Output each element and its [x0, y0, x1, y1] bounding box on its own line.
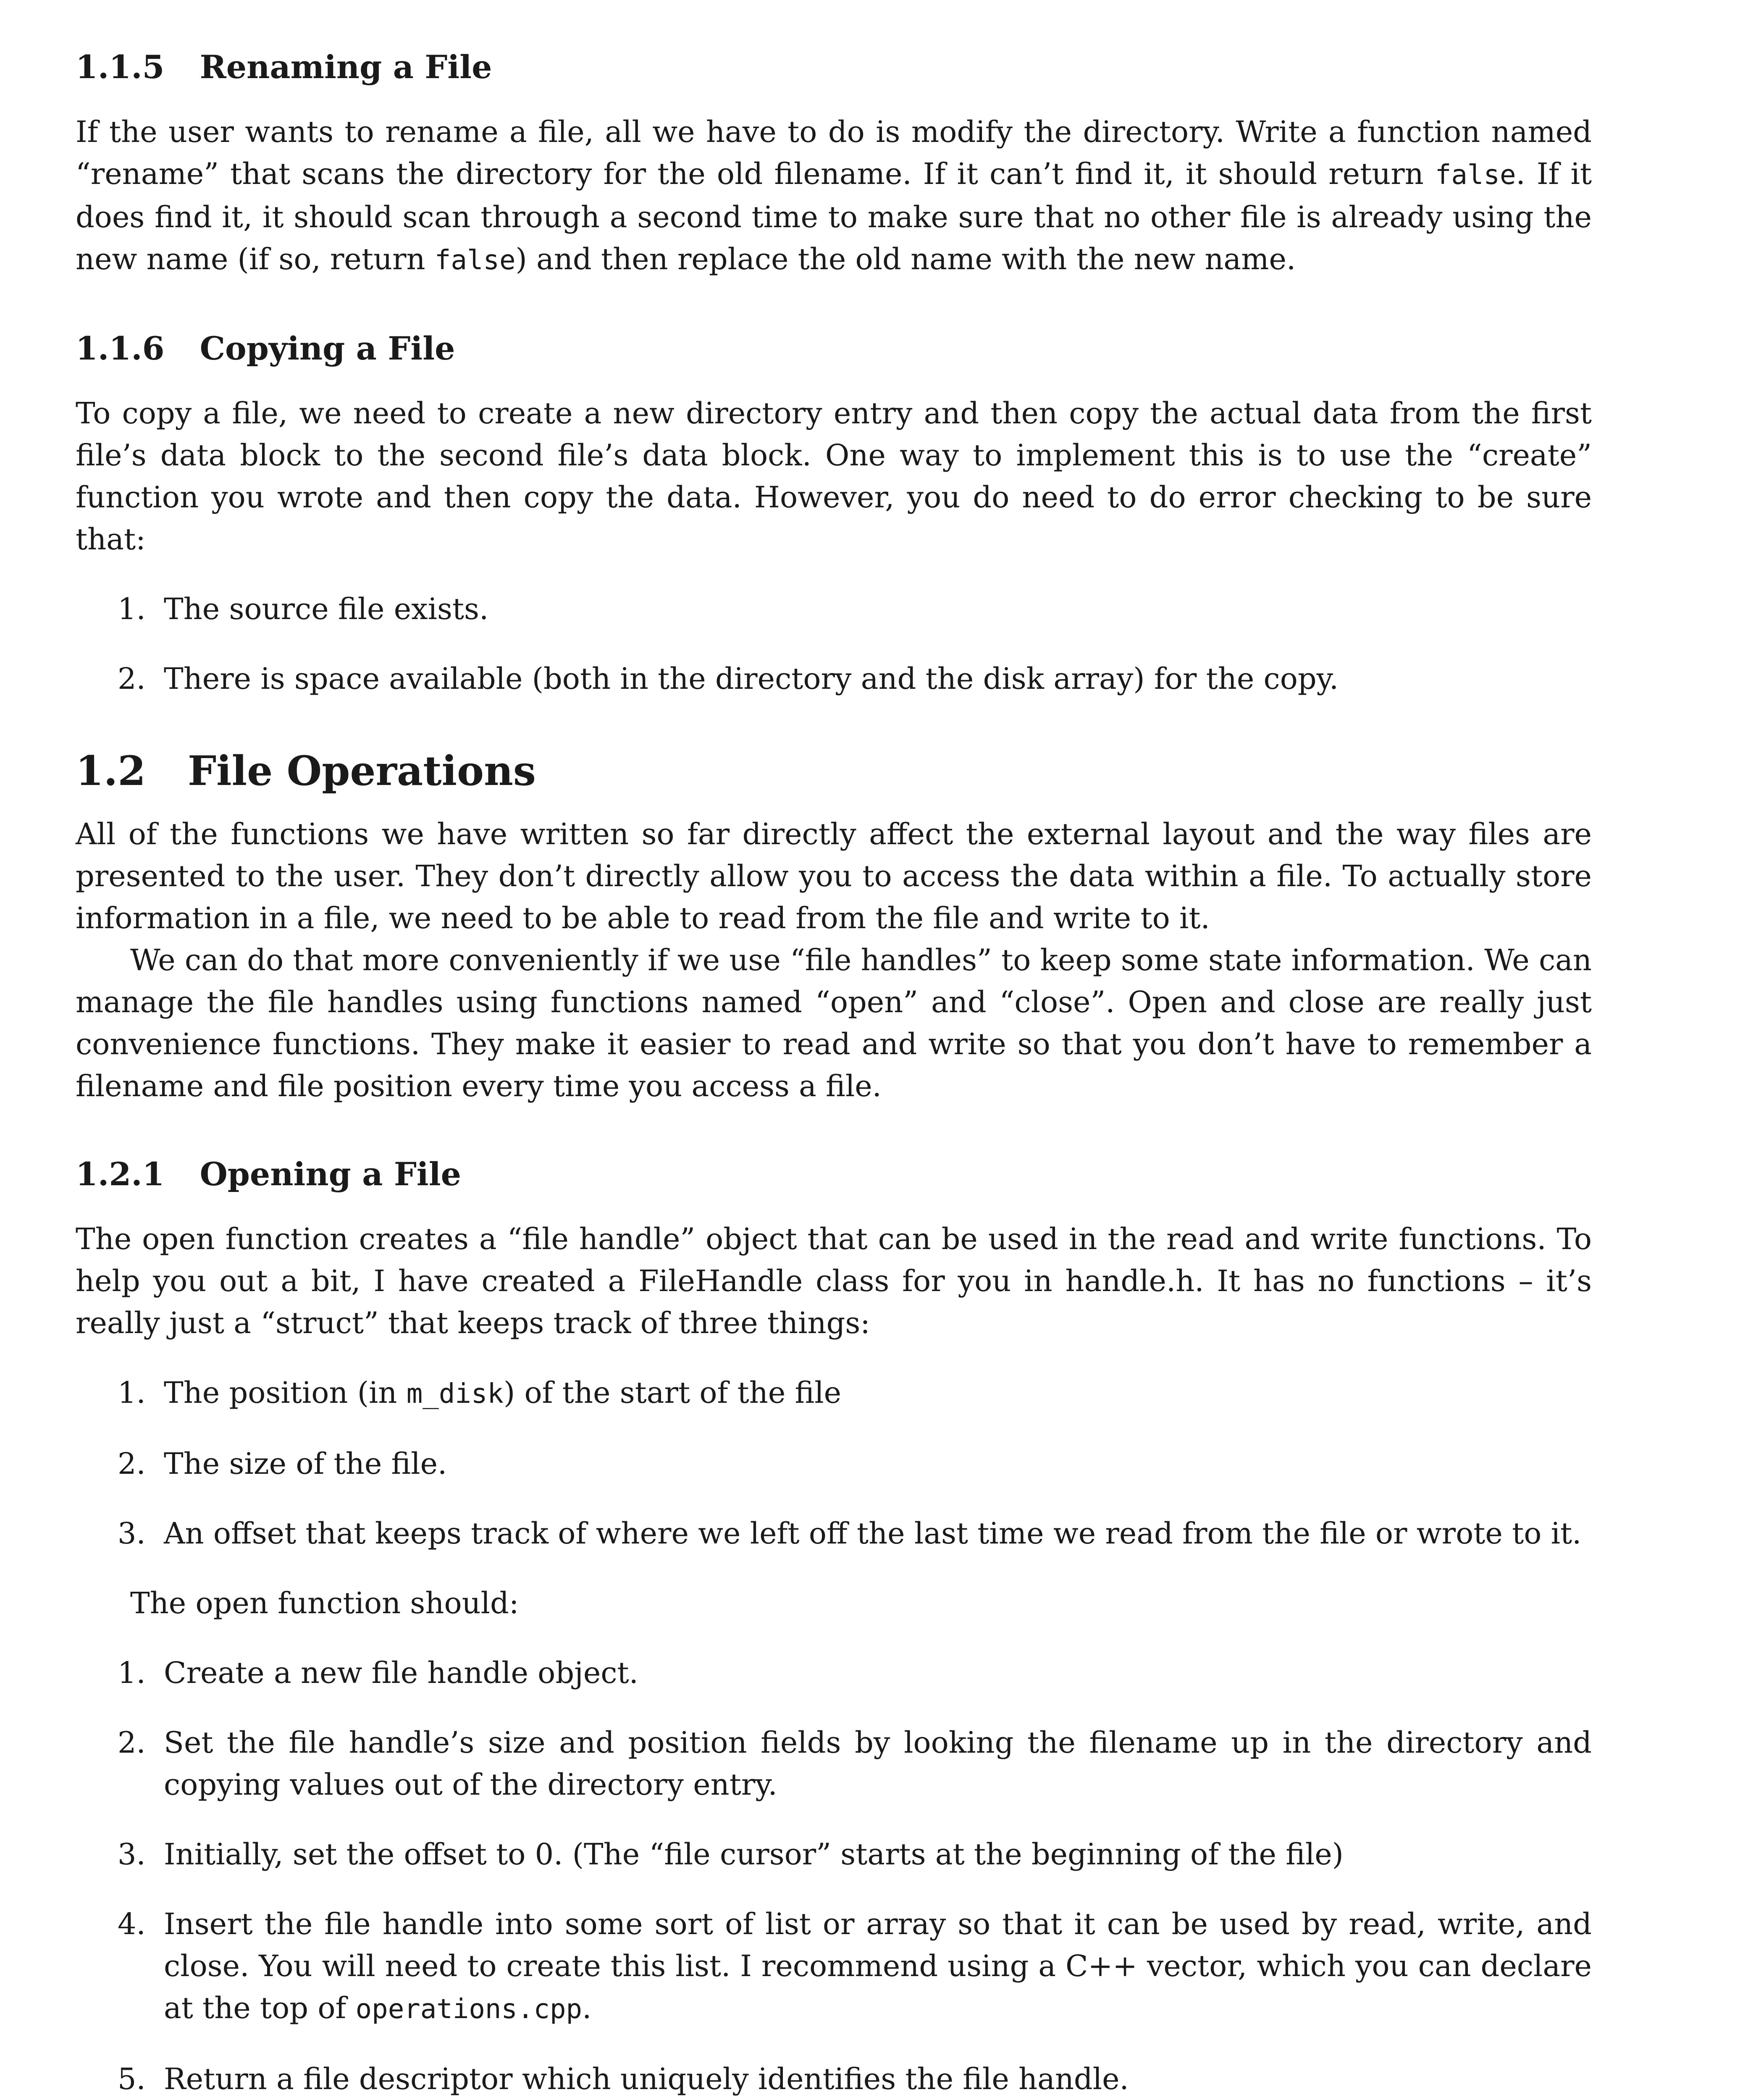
inline-code: m_disk	[406, 1378, 504, 1410]
section-number: 1.1.6	[76, 330, 165, 367]
section-heading-1-1-6	[76, 328, 1592, 370]
list-item	[76, 1833, 1592, 1875]
section-title: Renaming a File	[199, 48, 492, 86]
list-number: 2.	[118, 1725, 146, 1760]
list-item	[76, 2058, 1592, 2100]
section-heading-1-2-1	[76, 1153, 1592, 1195]
list-text: ) of the start of the file	[503, 1376, 842, 1410]
list-item	[76, 1652, 1592, 1694]
list-number: 2.	[118, 1446, 146, 1481]
list-text: There is space available (both in the directory and the disk array) for the copy.	[164, 662, 1339, 696]
section-title: Opening a File	[199, 1155, 461, 1193]
list-text: The source file exists.	[164, 592, 489, 626]
list-number: 1.	[118, 592, 146, 626]
paragraph: The open function should:	[130, 1586, 519, 1620]
section-number: 1.1.5	[76, 48, 165, 86]
list-item	[76, 1722, 1592, 1806]
text: . If it does find it, it should scan through a second time to make sure that no other file is already using the new name (if so, return	[76, 157, 1592, 276]
list-text: The position (in	[164, 1376, 407, 1410]
list-text: Insert the file handle into some sort of list or array so that it can be used by read, write, and close. You will need to create this list. I recommend using a C++ vector, which you can declare at the top of	[164, 1907, 1592, 2025]
section-heading-1-2	[76, 746, 1592, 796]
list-text: An offset that keeps track of where we left off the last time we read from the file or wrote to it.	[164, 1516, 1582, 1551]
paragraph: To copy a file, we need to create a new directory entry and then copy the actual data from the first file’s data block to the second file’s data block. One way to implement this is to use the “create” function you wrote and then copy the data. However, you do need to do error checking to be sure that:	[76, 396, 1592, 556]
text: ) and then replace the old name with the new name.	[515, 242, 1296, 276]
list-number: 5.	[118, 2062, 146, 2096]
list-number: 4.	[118, 1907, 146, 1941]
text: If the user wants to rename a file, all we have to do is modify the directory. Write a function named “rename” that scans the directory for the old filename. If it can’t find it, it should return	[76, 115, 1592, 191]
list-text: Initially, set the offset to 0. (The “file cursor” starts at the beginning of the file)	[164, 1837, 1344, 1872]
list-number: 3.	[118, 1837, 146, 1872]
list-text: The size of the file.	[164, 1446, 447, 1481]
inline-code: operations.cpp	[355, 1994, 583, 2025]
section-number: 1.2.1	[76, 1155, 165, 1193]
numbered-list	[76, 1372, 1592, 1554]
paragraph	[76, 111, 1592, 281]
list-text: .	[582, 1991, 592, 2025]
numbered-list	[76, 1652, 1592, 2100]
list-number: 3.	[118, 1516, 146, 1551]
paragraph: We can do that more conveniently if we use “file handles” to keep some state information. We can manage the file handles using functions named “open” and “close”. Open and close are really just convenience functions. They make it easier to read and write so that you don’t have to remember a filename and file position every time you access a file.	[76, 943, 1592, 1103]
paragraph: All of the functions we have written so far directly affect the external layout and the way files are presented to the user. They don’t directly allow you to access the data within a file. To actually store information in a file, we need to be able to read from the file and write to it.	[76, 817, 1592, 935]
list-item	[76, 658, 1592, 700]
list-item	[76, 1443, 1592, 1485]
inline-code: false	[434, 245, 516, 276]
list-number: 2.	[118, 662, 146, 696]
list-text: Create a new file handle object.	[164, 1656, 638, 1690]
paragraph: The open function creates a “file handle” object that can be used in the read and write functions. To help you out a bit, I have created a FileHandle class for you in handle.h. It has no functions – it’s really just a “struct” that keeps track of three things:	[76, 1222, 1592, 1340]
list-text: Set the file handle’s size and position fields by looking the filename up in the directory and copying values out of the directory entry.	[164, 1725, 1592, 1802]
list-item	[76, 588, 1592, 630]
list-number: 1.	[118, 1656, 146, 1690]
inline-code: false	[1435, 160, 1516, 191]
section-title: File Operations	[188, 747, 536, 795]
list-text: Return a file descriptor which uniquely identifies the file handle.	[164, 2062, 1129, 2096]
section-heading-1-1-5	[76, 46, 1592, 88]
section-number: 1.2	[76, 747, 146, 795]
list-item	[76, 1372, 1592, 1415]
list-item	[76, 1903, 1592, 2030]
list-number: 1.	[118, 1376, 146, 1410]
list-item	[76, 1512, 1592, 1554]
section-title: Copying a File	[199, 330, 455, 367]
numbered-list	[76, 588, 1592, 700]
